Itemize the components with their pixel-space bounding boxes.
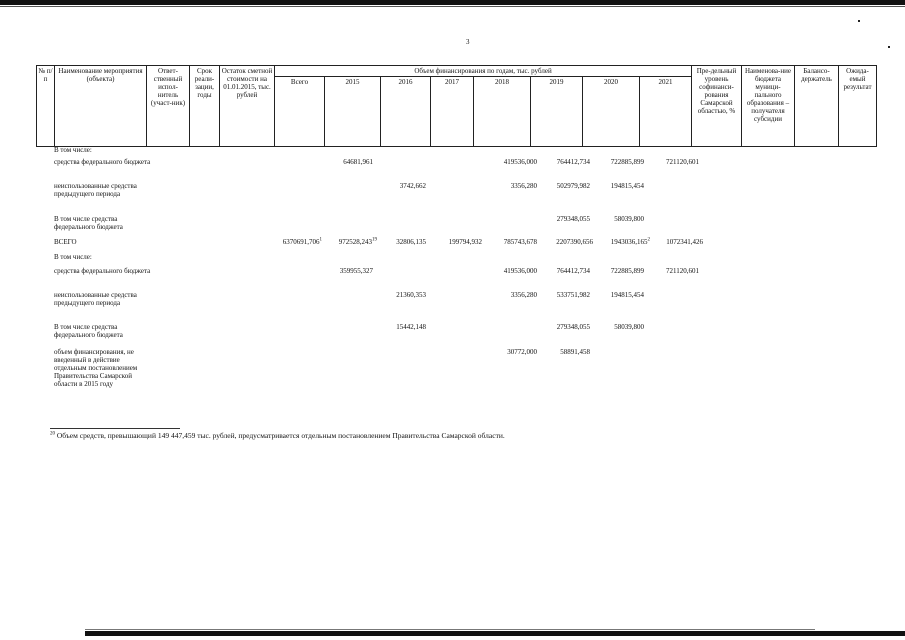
cell-2020: 58039,800: [614, 215, 644, 223]
col-year-2020: 2020: [583, 77, 640, 147]
cell-2020: 722885,899: [610, 267, 644, 275]
cell-2019: 502979,982: [556, 182, 590, 190]
cell-2019: 279348,055: [556, 215, 590, 223]
row-label-total: ВСЕГО: [54, 238, 77, 246]
cell-2020: 194815,454: [610, 291, 644, 299]
footnote-text: Объем средств, превышающий 149 447,459 тыс. рублей, предусматривается отдельным постановлением Правительства Самарской области.: [55, 431, 505, 440]
cell-2019: 764412,734: [556, 267, 590, 275]
scan-speck: [858, 20, 860, 22]
cell-2021: 1072341,426: [666, 238, 703, 246]
row-label: средства федерального бюджета: [54, 267, 151, 275]
funding-table-header: [36, 65, 877, 147]
row-label: неиспользованные средства предыдущего периода: [54, 291, 137, 307]
top-scan-line: [0, 6, 905, 7]
cell-2020: 58039,800: [614, 323, 644, 331]
col-year-2018: 2018: [474, 77, 531, 147]
scan-speck: [888, 46, 890, 48]
col-budget-name: Наименова-ние бюджета муници-пального образования – получателя субсидии: [742, 66, 795, 147]
col-year-2015: 2015: [325, 77, 381, 147]
col-holder: Балансо-держатель: [795, 66, 839, 147]
col-total: Всего: [275, 77, 325, 147]
col-year-2019: 2019: [531, 77, 583, 147]
col-year-2017: 2017: [431, 77, 474, 147]
row-label: неиспользованные средства предыдущего периода: [54, 182, 137, 198]
col-limit: Пре-дельный уровень софинанси-рования Самарской областью, %: [692, 66, 742, 147]
row-label: объем финансирования, не введенный в действие отдельным постановлением Правительства Самарской области в 2015 году: [54, 348, 138, 388]
col-funding-group: Объем финансирования по годам, тыс. рублей: [275, 66, 692, 77]
page-number: 3: [466, 38, 470, 46]
cell-2019: 2207390,656: [556, 238, 593, 246]
col-responsible: Ответ-ственный испол-нитель (участ-ник): [147, 66, 190, 147]
table-body: [36, 146, 905, 426]
col-num: № п/п: [37, 66, 55, 147]
col-term: Срок реали-зации, годы: [190, 66, 220, 147]
cell-2020: 194815,454: [610, 182, 644, 190]
row-label: В том числе средства федерального бюджета: [54, 215, 123, 231]
cell-2021: 721120,601: [666, 267, 699, 275]
cell-2016: 32806,135: [396, 238, 426, 246]
cell-2018: 419536,000: [503, 158, 537, 166]
cell-total: 6370691,706$^1$: [282, 237, 322, 246]
col-result: Ожида-емый результат: [839, 66, 877, 147]
footnote: [50, 431, 505, 440]
col-name: Наименование мероприятия (объекта): [55, 66, 147, 147]
cell-2018: 30772,000: [507, 348, 537, 356]
cell-2020: 1943036,165$^2$: [610, 237, 650, 246]
cell-2018: 3356,280: [510, 182, 537, 190]
cell-2018: 3356,280: [510, 291, 537, 299]
cell-2019: 533751,982: [556, 291, 590, 299]
cell-2018: 419536,000: [503, 267, 537, 275]
bottom-scan-line: [85, 629, 815, 630]
col-year-2016: 2016: [381, 77, 431, 147]
row-label: В том числе средства федерального бюджета: [54, 323, 123, 339]
footnote-marker: 20: [50, 431, 55, 437]
row-label: В том числе:: [54, 146, 92, 154]
cell-2015: 359955,327: [339, 267, 373, 275]
cell-2020: 722885,899: [610, 158, 644, 166]
cell-2019: 764412,734: [556, 158, 590, 166]
cell-2018: 785743,678: [503, 238, 537, 246]
cell-2015: 972528,243$^{19}$: [338, 237, 377, 246]
cell-2016: 15442,148: [396, 323, 426, 331]
cell-2019: 58891,458: [560, 348, 590, 356]
row-label: В том числе:: [54, 253, 92, 261]
row-label: средства федерального бюджета: [54, 158, 151, 166]
cell-2016: 3742,662: [399, 182, 426, 190]
cell-2021: 721120,601: [666, 158, 699, 166]
cell-2017: 199794,932: [448, 238, 482, 246]
top-scan-border: [0, 0, 905, 5]
col-balance: Остаток сметной стоимости на 01.01.2015, тыс. рублей: [220, 66, 275, 147]
footnote-separator: [50, 428, 180, 429]
cell-2016: 21360,353: [396, 291, 426, 299]
cell-2019: 279348,055: [556, 323, 590, 331]
bottom-scan-border: [85, 631, 905, 636]
cell-2015: 64681,961: [343, 158, 373, 166]
col-year-2021: 2021: [640, 77, 692, 147]
